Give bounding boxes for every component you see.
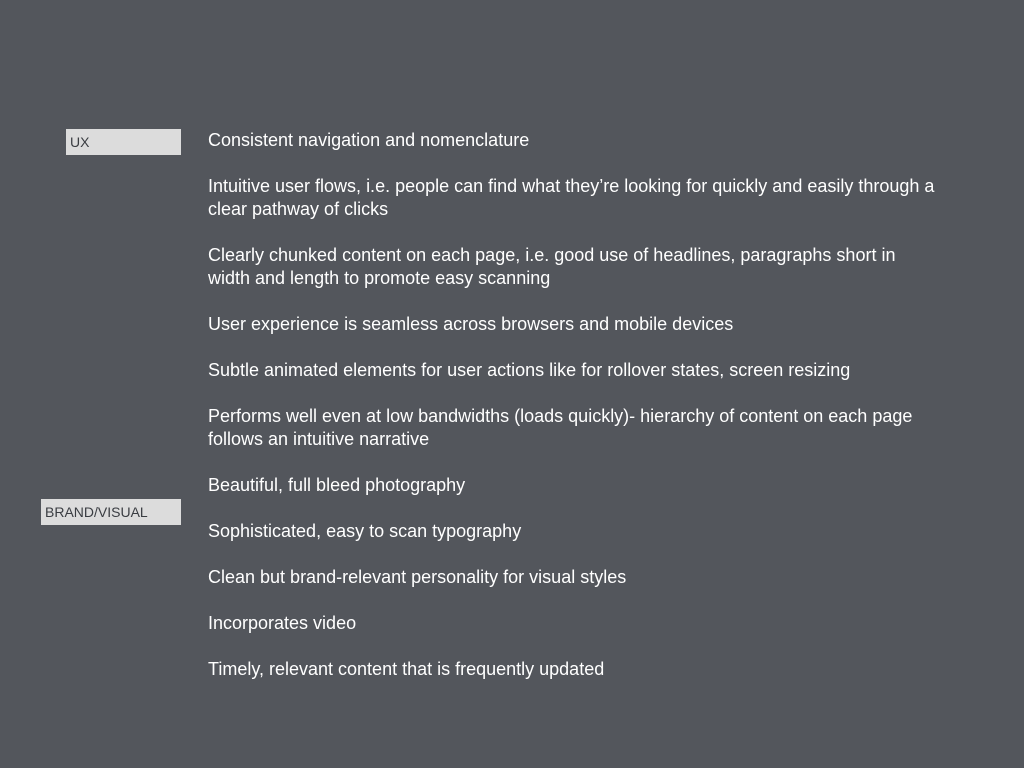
list-item: Consistent navigation and nomenclature	[208, 130, 530, 150]
list-item: Timely, relevant content that is frequently updated	[208, 659, 605, 679]
brand-visual-label: BRAND/VISUAL	[41, 499, 181, 525]
list-item: Clearly chunked content on each page, i.e. good use of headlines, paragraphs short in width and length to promote easy scanning	[208, 245, 896, 288]
list-item: Beautiful, full bleed photography	[208, 475, 466, 495]
ux-label: UX	[66, 129, 181, 155]
list-item: Sophisticated, easy to scan typography	[208, 521, 522, 541]
list-item: Clean but brand-relevant personality for visual styles	[208, 567, 627, 587]
list-item: Subtle animated elements for user actions like for rollover states, screen resizing	[208, 360, 851, 380]
list-item: Performs well even at low bandwidths (loads quickly)- hierarchy of content on each page follows an intuitive narrative	[208, 406, 913, 449]
list-item: User experience is seamless across browsers and mobile devices	[208, 314, 734, 334]
requirements-list	[208, 129, 948, 704]
list-item: Incorporates video	[208, 613, 357, 633]
list-item: Intuitive user flows, i.e. people can find what they’re looking for quickly and easily through a clear pathway of clicks	[208, 176, 935, 219]
